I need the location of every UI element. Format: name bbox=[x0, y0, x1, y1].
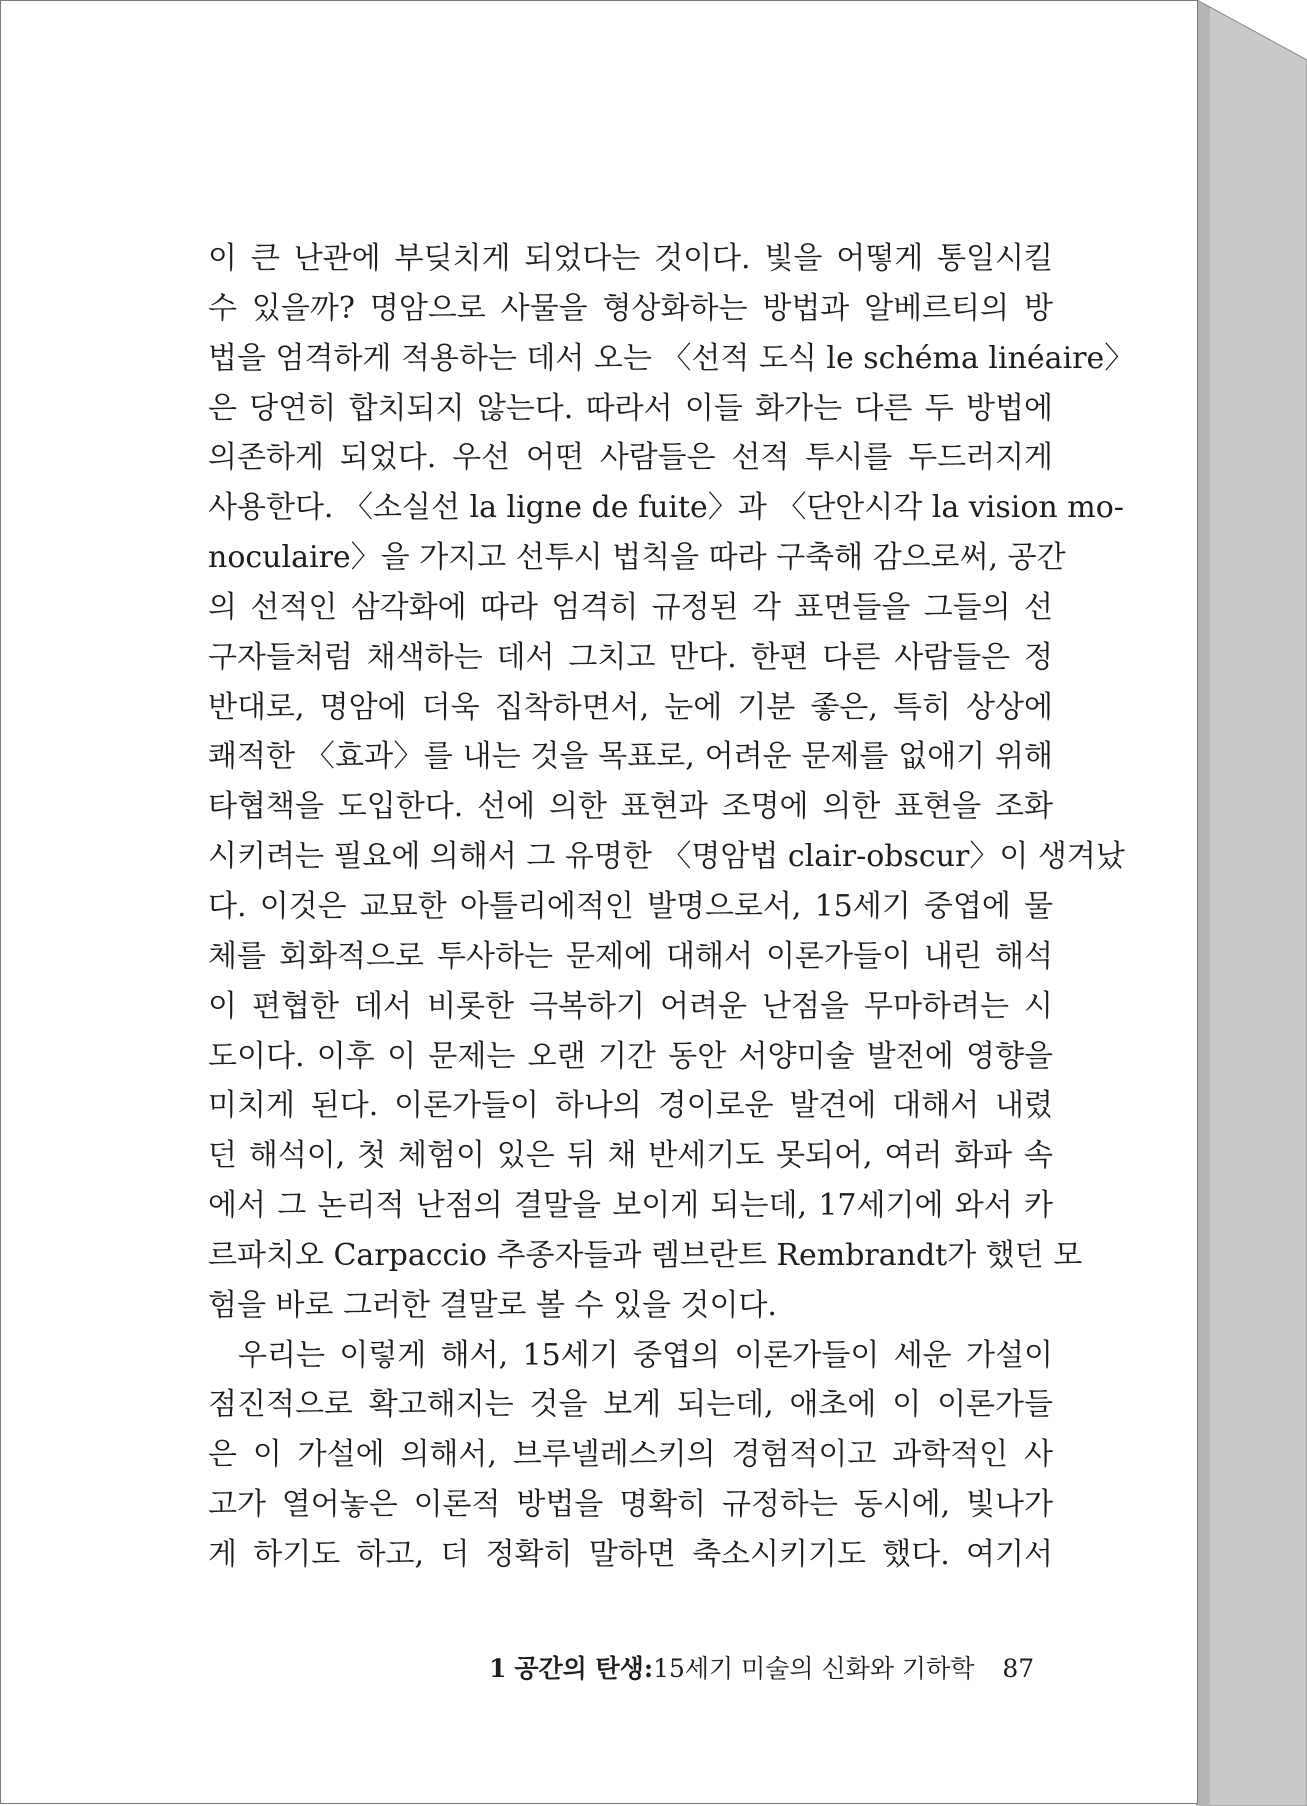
running-footer bbox=[489, 1649, 1034, 1685]
text-line: 구자들처럼 채색하는 데서 그치고 만다. 한편 다른 사람들은 정 bbox=[208, 639, 1053, 675]
text-line: 체를 회화적으로 투사하는 문제에 대해서 이론가들이 내린 해석 bbox=[208, 938, 1053, 974]
text-line: 게 하기도 하고, 더 정확히 말하면 축소시키기도 했다. 여기서 bbox=[208, 1536, 1053, 1572]
text-line: 르파치오 Carpaccio 추종자들과 렘브란트 Rembrandt가 했던 모 bbox=[208, 1237, 1083, 1273]
body-text bbox=[208, 234, 1135, 1580]
text-line: 수 있을까? 명암으로 사물을 형상화하는 방법과 알베르티의 방 bbox=[208, 290, 1053, 326]
text-line: 법을 엄격하게 적용하는 데서 오는 〈선적 도식 le schéma linéaire〉 bbox=[208, 340, 1135, 376]
text-line: 미치게 된다. 이론가들이 하나의 경이로운 발견에 대해서 내렸 bbox=[208, 1088, 1053, 1124]
text-line: 쾌적한 〈효과〉를 내는 것을 목표로, 어려운 문제를 없애기 위해 bbox=[208, 739, 1053, 775]
text-line: noculaire〉을 가지고 선투시 법칙을 따라 구축해 감으로써, 공간 bbox=[208, 540, 1066, 576]
text-line: 험을 바로 그러한 결말로 볼 수 있을 것이다. bbox=[208, 1287, 777, 1323]
text-line: 은 당연히 합치되지 않는다. 따라서 이들 화가는 다른 두 방법에 bbox=[208, 390, 1053, 426]
footer-chapter-title: 공간의 탄생 bbox=[514, 1654, 644, 1683]
text-line: 이 큰 난관에 부딪치게 되었다는 것이다. 빛을 어떻게 통일시킬 bbox=[208, 241, 1053, 276]
text-line: 이 편협한 데서 비롯한 극복하기 어려운 난점을 무마하려는 시 bbox=[208, 988, 1053, 1024]
text-line: 반대로, 명암에 더욱 집착하면서, 눈에 기분 좋은, 특히 상상에 bbox=[208, 689, 1053, 725]
text-line: 시키려는 필요에 의해서 그 유명한 〈명암법 clair-obscur〉이 생겨났 bbox=[208, 839, 1125, 875]
text-line: 던 해석이, 첫 체험이 있은 뒤 채 반세기도 못되어, 여러 화파 속 bbox=[208, 1138, 1053, 1174]
text-line: 에서 그 논리적 난점의 결말을 보이게 되는데, 17세기에 와서 카 bbox=[208, 1188, 1053, 1224]
text-line: 우리는 이렇게 해서, 15세기 중엽의 이론가들이 세운 가설이 bbox=[238, 1337, 1053, 1373]
text-line: 다. 이것은 교묘한 아틀리에적인 발명으로서, 15세기 중엽에 물 bbox=[208, 888, 1053, 924]
footer-chapter-number: 1 bbox=[489, 1654, 507, 1683]
book-side-shade bbox=[1197, 0, 1210, 1806]
text-line: 은 이 가설에 의해서, 브루넬레스키의 경험적이고 과학적인 사 bbox=[208, 1437, 1053, 1473]
text-line: 고가 열어놓은 이론적 방법을 명확히 규정하는 동시에, 빛나가 bbox=[208, 1487, 1053, 1523]
book-side-face bbox=[1197, 0, 1307, 1806]
text-line: 의 선적인 삼각화에 따라 엄격히 규정된 각 표면들을 그들의 선 bbox=[208, 589, 1053, 625]
text-line: 도이다. 이후 이 문제는 오랜 기간 동안 서양미술 발전에 영향을 bbox=[208, 1038, 1053, 1074]
text-line: 의존하게 되었다. 우선 어떤 사람들은 선적 투시를 두드러지게 bbox=[208, 440, 1053, 476]
footer-separator: : bbox=[643, 1654, 654, 1683]
page-number: 87 bbox=[1002, 1654, 1035, 1683]
text-line: 점진적으로 확고해지는 것을 보게 되는데, 애초에 이 이론가들 bbox=[208, 1387, 1053, 1423]
text-line: 타협책을 도입한다. 선에 의한 표현과 조명에 의한 표현을 조화 bbox=[208, 789, 1053, 825]
footer-subtitle: 15세기 미술의 신화와 기하학 bbox=[653, 1654, 975, 1683]
text-line: 사용한다. 〈소실선 la ligne de fuite〉과 〈단안시각 la vision mo- bbox=[208, 490, 1124, 526]
